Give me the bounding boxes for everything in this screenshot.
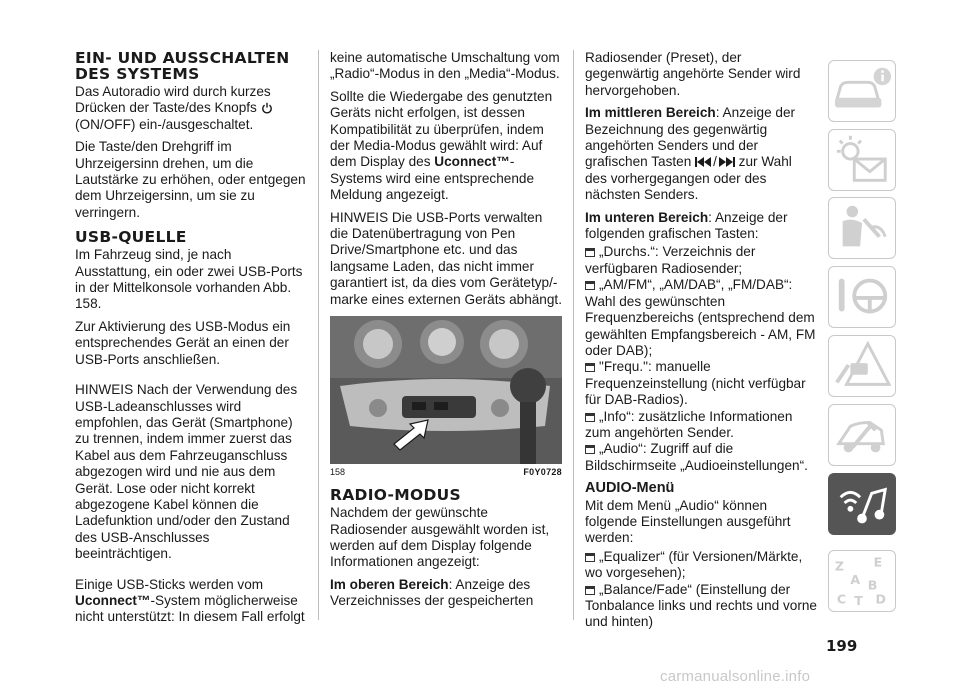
usb-console-photo bbox=[330, 316, 562, 464]
bullet-icon bbox=[585, 553, 595, 562]
bullet-item: „Balance/Fade“ (Einstellung der Tonbalance links und rechts und vorne und hinten) bbox=[585, 581, 817, 630]
maintenance-icon bbox=[829, 405, 895, 465]
tab-multimedia[interactable] bbox=[828, 473, 896, 535]
paragraph: Im unteren Bereich: Anzeige der folgenden grafischen Tasten: bbox=[585, 209, 788, 242]
paragraph: Sollte die Wiedergabe des genutzten Geräts nicht erfolgen, ist dessen Kompatibilität zu überprüfen, indem der Media-Modus gewählt wird: Auf dem Display des Uconnect™-Systems wird eine entsprechende Meldung angezeigt. bbox=[330, 88, 553, 203]
bullet-icon bbox=[585, 445, 595, 454]
brand-name: Uconnect™ bbox=[75, 592, 151, 608]
bullet-item: „Audio“: Zugriff auf die Bildschirmseite „Audioeinstellungen“. bbox=[585, 441, 808, 473]
index-letter: T bbox=[854, 593, 863, 609]
next-track-icon bbox=[717, 157, 735, 167]
paragraph: Das Autoradio wird durch kurzes Drücken der Taste/des Knopfs (ON/OFF) ein-/ausgeschaltet. bbox=[75, 84, 271, 132]
note-paragraph: HINWEIS Die USB-Ports verwalten die Datenübertragung von Pen Drive/Smartphone etc. und das langsame Laden, das nicht immer garantiert ist, da dies vom Gerätetyp/-marke eines externen Geräts abhängt. bbox=[330, 209, 562, 307]
figure-number: 158 bbox=[330, 467, 346, 478]
tab-safety[interactable] bbox=[828, 197, 896, 259]
heading-audio-menu: AUDIO-Menü bbox=[585, 480, 675, 497]
bullet-icon bbox=[585, 248, 595, 257]
multimedia-icon bbox=[829, 474, 895, 534]
figure-code: F0Y0728 bbox=[523, 467, 562, 478]
index-letter: E bbox=[873, 554, 883, 570]
safety-icon bbox=[829, 198, 895, 258]
tab-emergency[interactable] bbox=[828, 335, 896, 397]
bullet-item: „AM/FM“, „AM/DAB“, „FM/DAB“: Wahl des gewünschten Frequenzbereichs (entsprechend dem gewählten Empfangsbereich - AM, FM oder DAB); bbox=[585, 277, 816, 358]
paragraph: Im mittleren Bereich: Anzeige der Bezeichnung des gegenwärtig angehörten Senders und der grafischen Tasten / zur Wahl des vorhergegangen oder des nächsten Senders. bbox=[585, 105, 796, 203]
index-letter: A bbox=[850, 571, 861, 587]
column-2 bbox=[330, 50, 562, 616]
index-letter: D bbox=[875, 591, 887, 607]
tab-maintenance[interactable] bbox=[828, 404, 896, 466]
bullet-item: „Equalizer“ (für Versionen/Märkte, wo vorgesehen); bbox=[585, 548, 803, 581]
car-info-icon bbox=[829, 61, 895, 121]
emergency-icon bbox=[829, 336, 895, 396]
previous-track-icon bbox=[695, 157, 713, 167]
index-letter: C bbox=[836, 591, 847, 607]
warning-light-icon bbox=[829, 130, 895, 190]
paragraph: Im oberen Bereich: Anzeige des Verzeichnisses der gespeicherten bbox=[330, 576, 534, 609]
brand-name: Uconnect™ bbox=[434, 154, 510, 170]
bullet-icon bbox=[585, 363, 595, 372]
index-letter: B bbox=[867, 577, 878, 593]
paragraph: Nachdem der gewünschte Radiosender ausgewählt worden ist, werden auf dem Display folgende Informationen angezeigt: bbox=[330, 505, 550, 570]
console-illustration bbox=[330, 316, 562, 464]
heading-usb-quelle: USB-QUELLE bbox=[75, 228, 187, 247]
paragraph: Mit dem Menü „Audio“ können folgende Einstellungen ausgeführt werden: bbox=[585, 497, 791, 546]
figure-caption bbox=[330, 467, 562, 477]
paragraph: Radiosender (Preset), der gegenwärtig angehörte Sender wird hervorgehoben. bbox=[585, 50, 801, 98]
steering-icon bbox=[829, 267, 895, 327]
column-1 bbox=[75, 50, 307, 632]
note-paragraph: HINWEIS Nach der Verwendung des USB-Ladeanschlusses wird empfohlen, das Gerät (Smartphone) zu trennen, indem immer zuerst das Kabel aus dem Fahrzeuganschluss abgezogen wird und nie aus dem Gerät. Lose oder nicht korrekt abgezogene Kabel können die Ladefunktion und/oder den Zustand des USB-Anschlusses beeinträchtigen. bbox=[75, 382, 298, 562]
paragraph: keine automatische Umschaltung vom „Radio“-Modus in den „Media“-Modus. bbox=[330, 50, 560, 82]
watermark: carmanualsonline.info bbox=[660, 668, 811, 685]
paragraph: Die Taste/den Drehgriff im Uhrzeigersinn drehen, um die Lautstärke zu erhöhen, oder entgegen dem Uhrzeigersinn, um sie zu verringern. bbox=[75, 139, 306, 220]
paragraph: Zur Aktivierung des USB-Modus ein entsprechendes Gerät an einen der USB-Ports anschließen. bbox=[75, 318, 291, 367]
column-divider bbox=[573, 50, 574, 620]
bullet-icon bbox=[585, 586, 595, 595]
index-icon bbox=[829, 551, 895, 611]
page-number: 199 bbox=[826, 637, 858, 655]
bullet-item: „Durchs.“: Verzeichnis der verfügbaren Radiosender; bbox=[585, 244, 756, 276]
column-divider bbox=[318, 50, 319, 620]
bullet-item: "Frequ.": manuelle Frequenzeinstellung (nicht verfügbar für DAB-Radios). bbox=[585, 359, 806, 408]
bullet-icon bbox=[585, 413, 595, 422]
heading-ein-ausschalten: EIN- UND AUSSCHALTEN DES SYSTEMS bbox=[75, 49, 290, 83]
tab-index[interactable] bbox=[828, 550, 896, 612]
paragraph: Im Fahrzeug sind, je nach Ausstattung, ein oder zwei USB-Ports in der Mittelkonsole vorhanden Abb. 158. bbox=[75, 247, 303, 312]
tab-driving[interactable] bbox=[828, 266, 896, 328]
heading-radio-modus: RADIO-MODUS bbox=[330, 486, 461, 505]
bullet-icon bbox=[585, 281, 595, 290]
paragraph: Einige USB-Sticks werden vom Uconnect™-System möglicherweise nicht unterstützt: In diesem Fall erfolgt bbox=[75, 576, 305, 625]
tab-warning-lights[interactable] bbox=[828, 129, 896, 191]
column-3 bbox=[585, 50, 817, 631]
index-letter: Z bbox=[834, 558, 845, 574]
power-icon bbox=[261, 102, 273, 114]
bullet-item: „Info“: zusätzliche Informationen zum angehörten Sender. bbox=[585, 408, 793, 440]
tab-car-info[interactable] bbox=[828, 60, 896, 122]
